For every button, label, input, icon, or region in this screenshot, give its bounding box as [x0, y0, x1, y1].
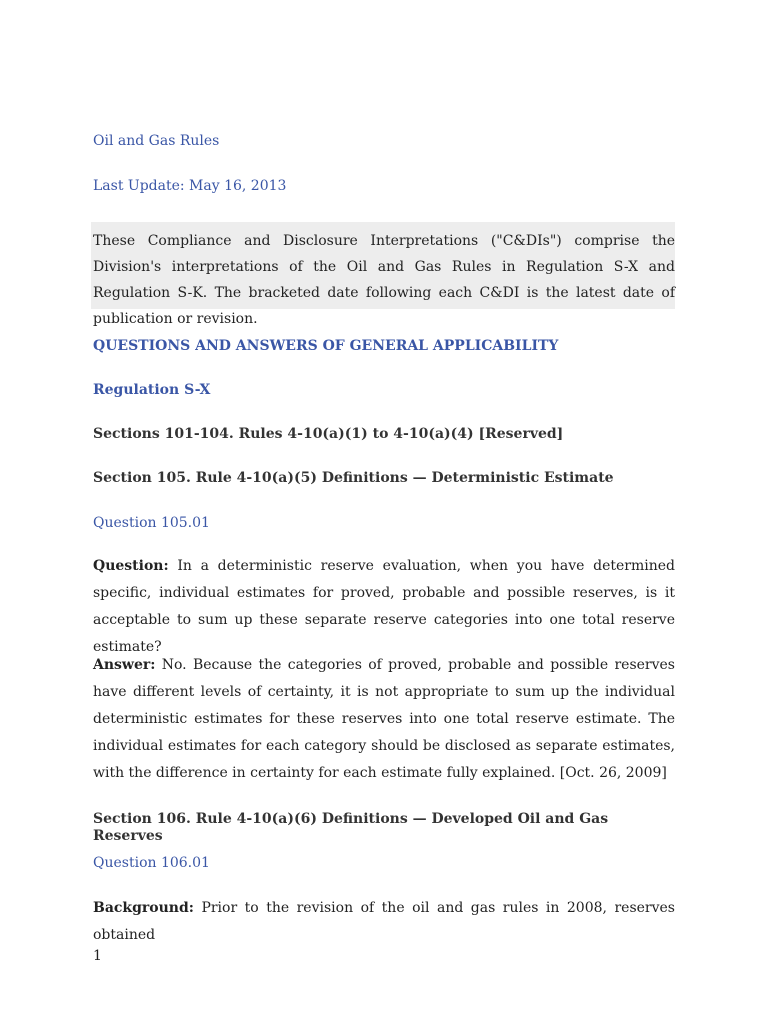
question-text: In a deterministic reserve evaluation, when you have determined specific, individual estimates for proved, probable and possible reserves, is it acceptable to sum up these separate reserve categories into one total reserve estimate? — [93, 558, 675, 655]
intro-text: These Compliance and Disclosure Interpretations ("C&DIs") comprise the Division's interpretations of the Oil and Gas Rules in Regulation S-X and Regulation S-K. The bracketed date following each C&DI is the latest date of publication or revision. — [93, 233, 675, 327]
question-label: Question: — [93, 558, 169, 574]
last-update: Last Update: May 16, 2013 — [93, 178, 287, 194]
question-106-01-number: Question 106.01 — [93, 855, 210, 871]
section-105-heading: Section 105. Rule 4-10(a)(5) Definitions — Deterministic Estimate — [93, 470, 614, 486]
regulation-heading: Regulation S-X — [93, 382, 211, 398]
question-105-01-answer — [93, 652, 675, 787]
background-text: Prior to the revision of the oil and gas rules in 2008, reserves obtained — [93, 900, 675, 943]
background-label: Background: — [93, 900, 194, 916]
question-105-01-question — [93, 553, 675, 661]
document-title: Oil and Gas Rules — [93, 133, 220, 149]
question-105-01-number: Question 105.01 — [93, 515, 210, 531]
sections-101-104-heading: Sections 101-104. Rules 4-10(a)(1) to 4-10(a)(4) [Reserved] — [93, 426, 564, 442]
answer-label: Answer: — [93, 657, 156, 673]
page-number: 1 — [93, 948, 102, 964]
section-106-heading: Section 106. Rule 4-10(a)(6) Definitions — Developed Oil and Gas Reserves — [93, 811, 609, 844]
answer-text: No. Because the categories of proved, probable and possible reserves have different levels of certainty, it is not appropriate to sum up the individual deterministic estimates for these reserves into one total reserve estimate. The individual estimates for each category should be disclosed as separate estimates, with the difference in certainty for each estimate fully explained. [Oct. 26, 2009] — [93, 657, 675, 781]
question-106-01-background — [93, 895, 675, 949]
section-heading: QUESTIONS AND ANSWERS OF GENERAL APPLICABILITY — [93, 338, 559, 354]
